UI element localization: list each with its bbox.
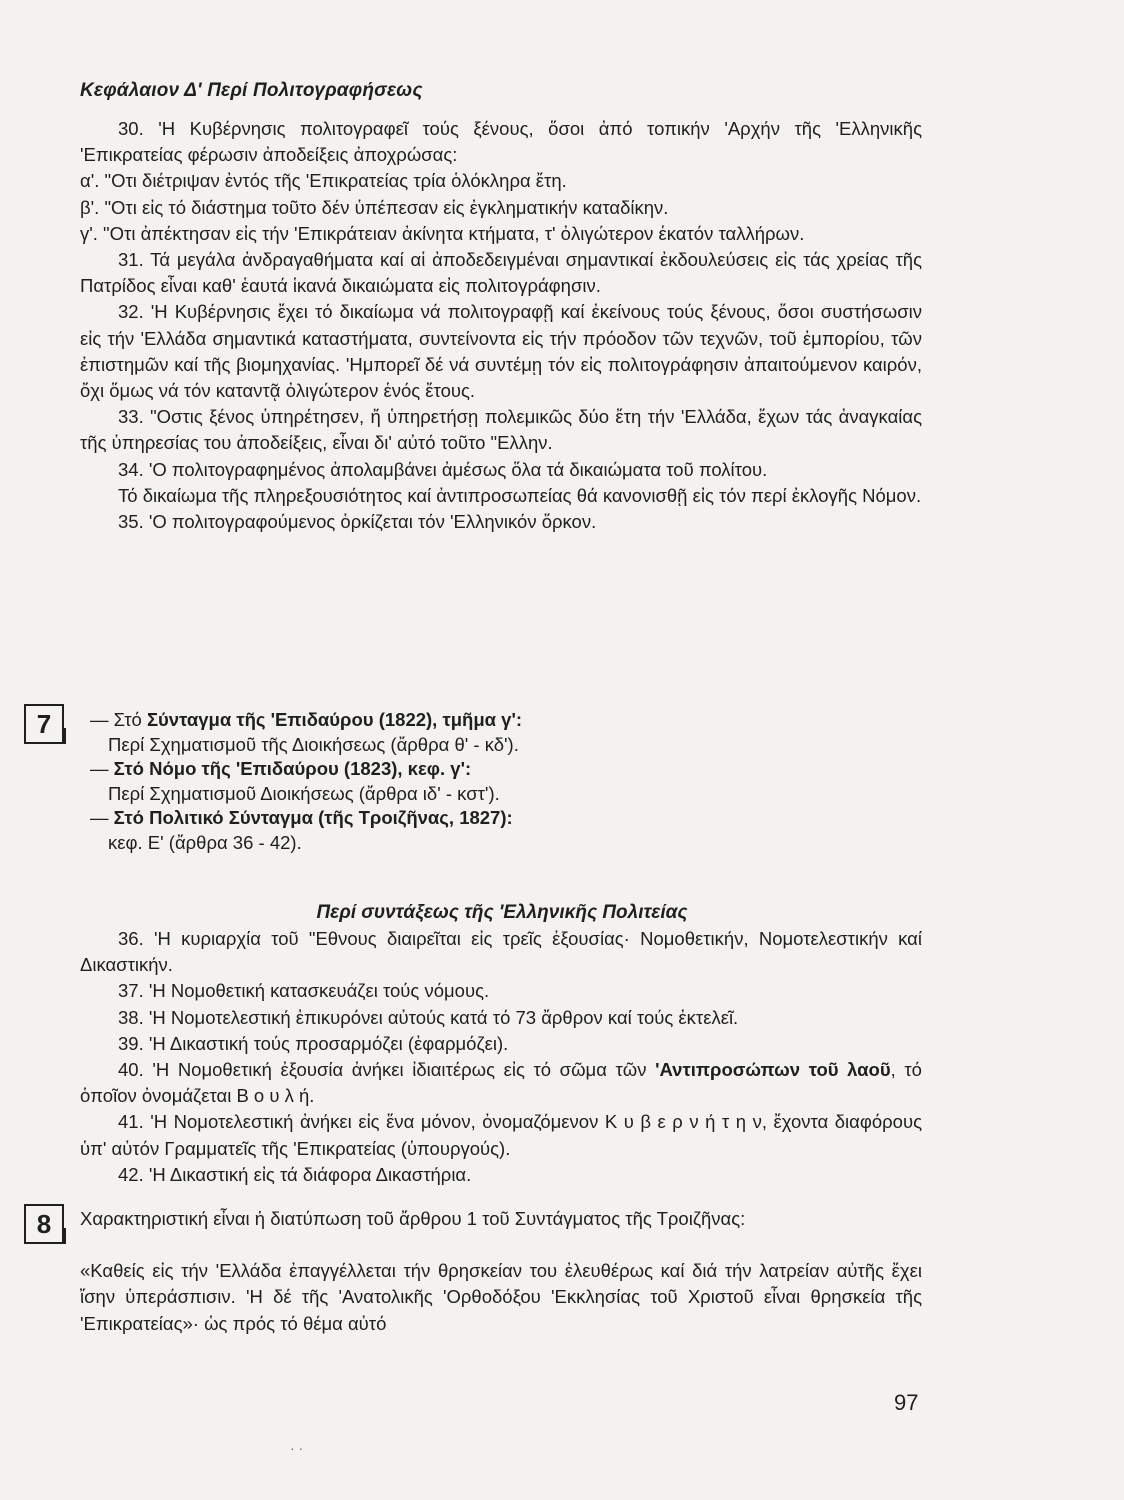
article-38: 38. 'Η Νομοτελεστική ἐπικυρόνει αὐτούς κατά τό 73 ἄρθρον καί τούς ἐκτελεῖ.: [118, 1006, 739, 1028]
section-title: Περί συντάξεως τῆς 'Ελληνικῆς Πολιτείας: [316, 902, 688, 923]
article-36: 36. 'Η κυριαρχία τοῦ "Εθνους διαιρεῖται εἰς τρεῖς ἐξουσίας· Νομοθετικήν, Νομοτελεστικήν καί Δικαστικήν.: [80, 928, 922, 976]
article-35: 35. 'Ο πολιτογραφούμενος ὁρκίζεται τόν 'Ελληνικόν ὅρκον.: [118, 511, 597, 533]
article-33: 33. "Οστις ξένος ὑπηρέτησεν, ἤ ὑπηρετήσῃ πολεμικῶς δύο ἔτη τήν 'Ελλάδα, ἔχων τάς ἀναγκαίας τῆς ὑπηρεσίας του ἀποδείξεις, εἶναι δι' αὐτό τοῦτο "Ελλην.: [80, 406, 922, 454]
note-7-dash: — Στό: [90, 709, 147, 730]
note-7-desc-2: Περί Σχηματισμοῦ Διοικήσεως (ἄρθρα ιδ' - κστ').: [108, 782, 500, 804]
note-7-desc-1: Περί Σχηματισμοῦ τῆς Διοικήσεως (ἄρθρα θ' - κδ').: [108, 733, 519, 755]
note-7-desc-3: κεφ. Ε' (ἄρθρα 36 - 42).: [108, 831, 302, 853]
note-7-dash: —: [90, 807, 114, 829]
note-8-quote: «Καθείς εἰς τήν 'Ελλάδα ἐπαγγέλλεται τήν θρησκείαν του ἐλευθέρως καί διά τήν λατρείαν αὐτῆς ἔχει ἴσην ὑπεράσπισιν. 'Η δέ τῆς 'Ανατολικῆς 'Ορθοδόξου 'Εκκλησίας τοῦ Χριστοῦ εἶναι θρησκεία τῆς 'Επικρατείας»· ὡς πρός τό θέμα αὐτό: [80, 1260, 922, 1334]
article-30: 30. 'Η Κυβέρνησις πολιτογραφεῖ τούς ξένους, ὅσοι ἀπό τοπικήν 'Αρχήν τῆς 'Ελληνικῆς 'Επικρατείας φέρωσιν ἀποδείξεις ἀποχρώσας:: [80, 118, 922, 166]
chapter-title: Κεφάλαιον Δ' Περί Πολιτογραφήσεως: [80, 80, 423, 101]
note-8-marker: 8: [24, 1204, 64, 1244]
page-number: 97: [894, 1390, 919, 1415]
article-30-a: α'. "Οτι διέτριψαν ἐντός τῆς 'Επικρατείας τρία ὁλόκληρα ἔτη.: [80, 170, 567, 192]
article-30-c: γ'. "Οτι ἀπέκτησαν εἰς τήν 'Επικράτειαν ἀκίνητα κτήματα, τ' ὀλιγώτερον ἑκατόν ταλλήρων.: [80, 222, 805, 244]
article-40: 40. 'Η Νομοθετική ἐξουσία ἀνήκει ἰδιαιτέρως εἰς τό σῶμα τῶν 'Αντιπροσώπων τοῦ λαοῦ, τό ὁποῖον ὀνομάζεται Β ο υ λ ή.: [80, 1059, 922, 1107]
note-8-intro: Χαρακτηριστική εἶναι ἡ διατύπωση τοῦ ἄρθρου 1 τοῦ Συντάγματος τῆς Τροιζῆνας:: [80, 1208, 746, 1229]
scan-speck: · ·: [290, 1440, 304, 1456]
note-8: [80, 1206, 922, 1337]
note-7-dash: —: [90, 758, 114, 780]
article-30-b: β'. "Οτι εἰς τό διάστημα τοῦτο δέν ὑπέπεσαν εἰς ἐγκληματικήν καταδίκην.: [80, 196, 669, 218]
article-34: 34. 'Ο πολιτογραφημένος ἀπολαμβάνει ἀμέσως ὅλα τά δικαιώματα τοῦ πολίτου.: [118, 458, 768, 480]
note-7-ref-1: Σύνταγμα τῆς 'Επιδαύρου (1822), τμῆμα γ':: [146, 709, 523, 730]
note-7-ref-2: Στό Νόμο τῆς 'Επιδαύρου (1823), κεφ. γ':: [113, 758, 472, 780]
article-32: 32. 'Η Κυβέρνησις ἔχει τό δικαίωμα νά πολιτογραφῇ καί ἐκείνους τούς ξένους, ὅσοι συστήσωσιν εἰς τήν 'Ελλάδα σημαντικά καταστήματα, συντείνοντα εἰς τήν πρόοδον τῶν τεχνῶν, τοῦ ἐμπορίου, τῶν ἐπιστημῶν καί τῆς βιομηχανίας. 'Ημπορεῖ δέ νά συντέμῃ τόν εἰς πολιτογράφησιν ἀπαιτούμενον καιρόν, ὄχι ὅμως νά τόν καταντᾷ ὀλιγώτερον ἑνός ἔτους.: [80, 301, 922, 402]
article-31: 31. Τά μεγάλα ἀνδραγαθήματα καί αἱ ἀποδεδειγμέναι σημαντικαί ἐκδουλεύσεις εἰς τάς χρείας τῆς Πατρίδος εἶναι καθ' ἑαυτά ἱκανά δικαιώματα εἰς πολιτογράφησιν.: [80, 249, 922, 297]
article-41: 41. 'Η Νομοτελεστική ἀνήκει εἰς ἕνα μόνον, ὀνομαζόμενον Κ υ β ε ρ ν ή τ η ν, ἔχοντα διαφόρους ὑπ' αὐτόν Γραμματεῖς τῆς 'Επικρατείας (ὑπουργούς).: [80, 1111, 922, 1159]
article-34-note: Τό δικαίωμα τῆς πληρεξουσιότητος καί ἀντιπροσωπείας θά κανονισθῇ εἰς τόν περί ἐκλογῆς Νόμον.: [118, 484, 922, 506]
article-37: 37. 'Η Νομοθετική κατασκευάζει τούς νόμους.: [118, 980, 490, 1002]
article-42: 42. 'Η Δικαστική εἰς τά διάφορα Δικαστήρια.: [118, 1163, 472, 1185]
article-39: 39. 'Η Δικαστική τούς προσαρμόζει (ἐφαρμόζει).: [118, 1032, 509, 1054]
article-40-bold: 'Αντιπροσώπων τοῦ λαοῦ: [655, 1059, 891, 1081]
note-7-marker: 7: [24, 704, 64, 744]
note-7: [90, 708, 690, 856]
section-naturalization: [80, 116, 922, 535]
note-7-ref-3: Στό Πολιτικό Σύνταγμα (τῆς Τροιζῆνας, 1827):: [113, 807, 513, 829]
section-constitution: [80, 926, 922, 1188]
